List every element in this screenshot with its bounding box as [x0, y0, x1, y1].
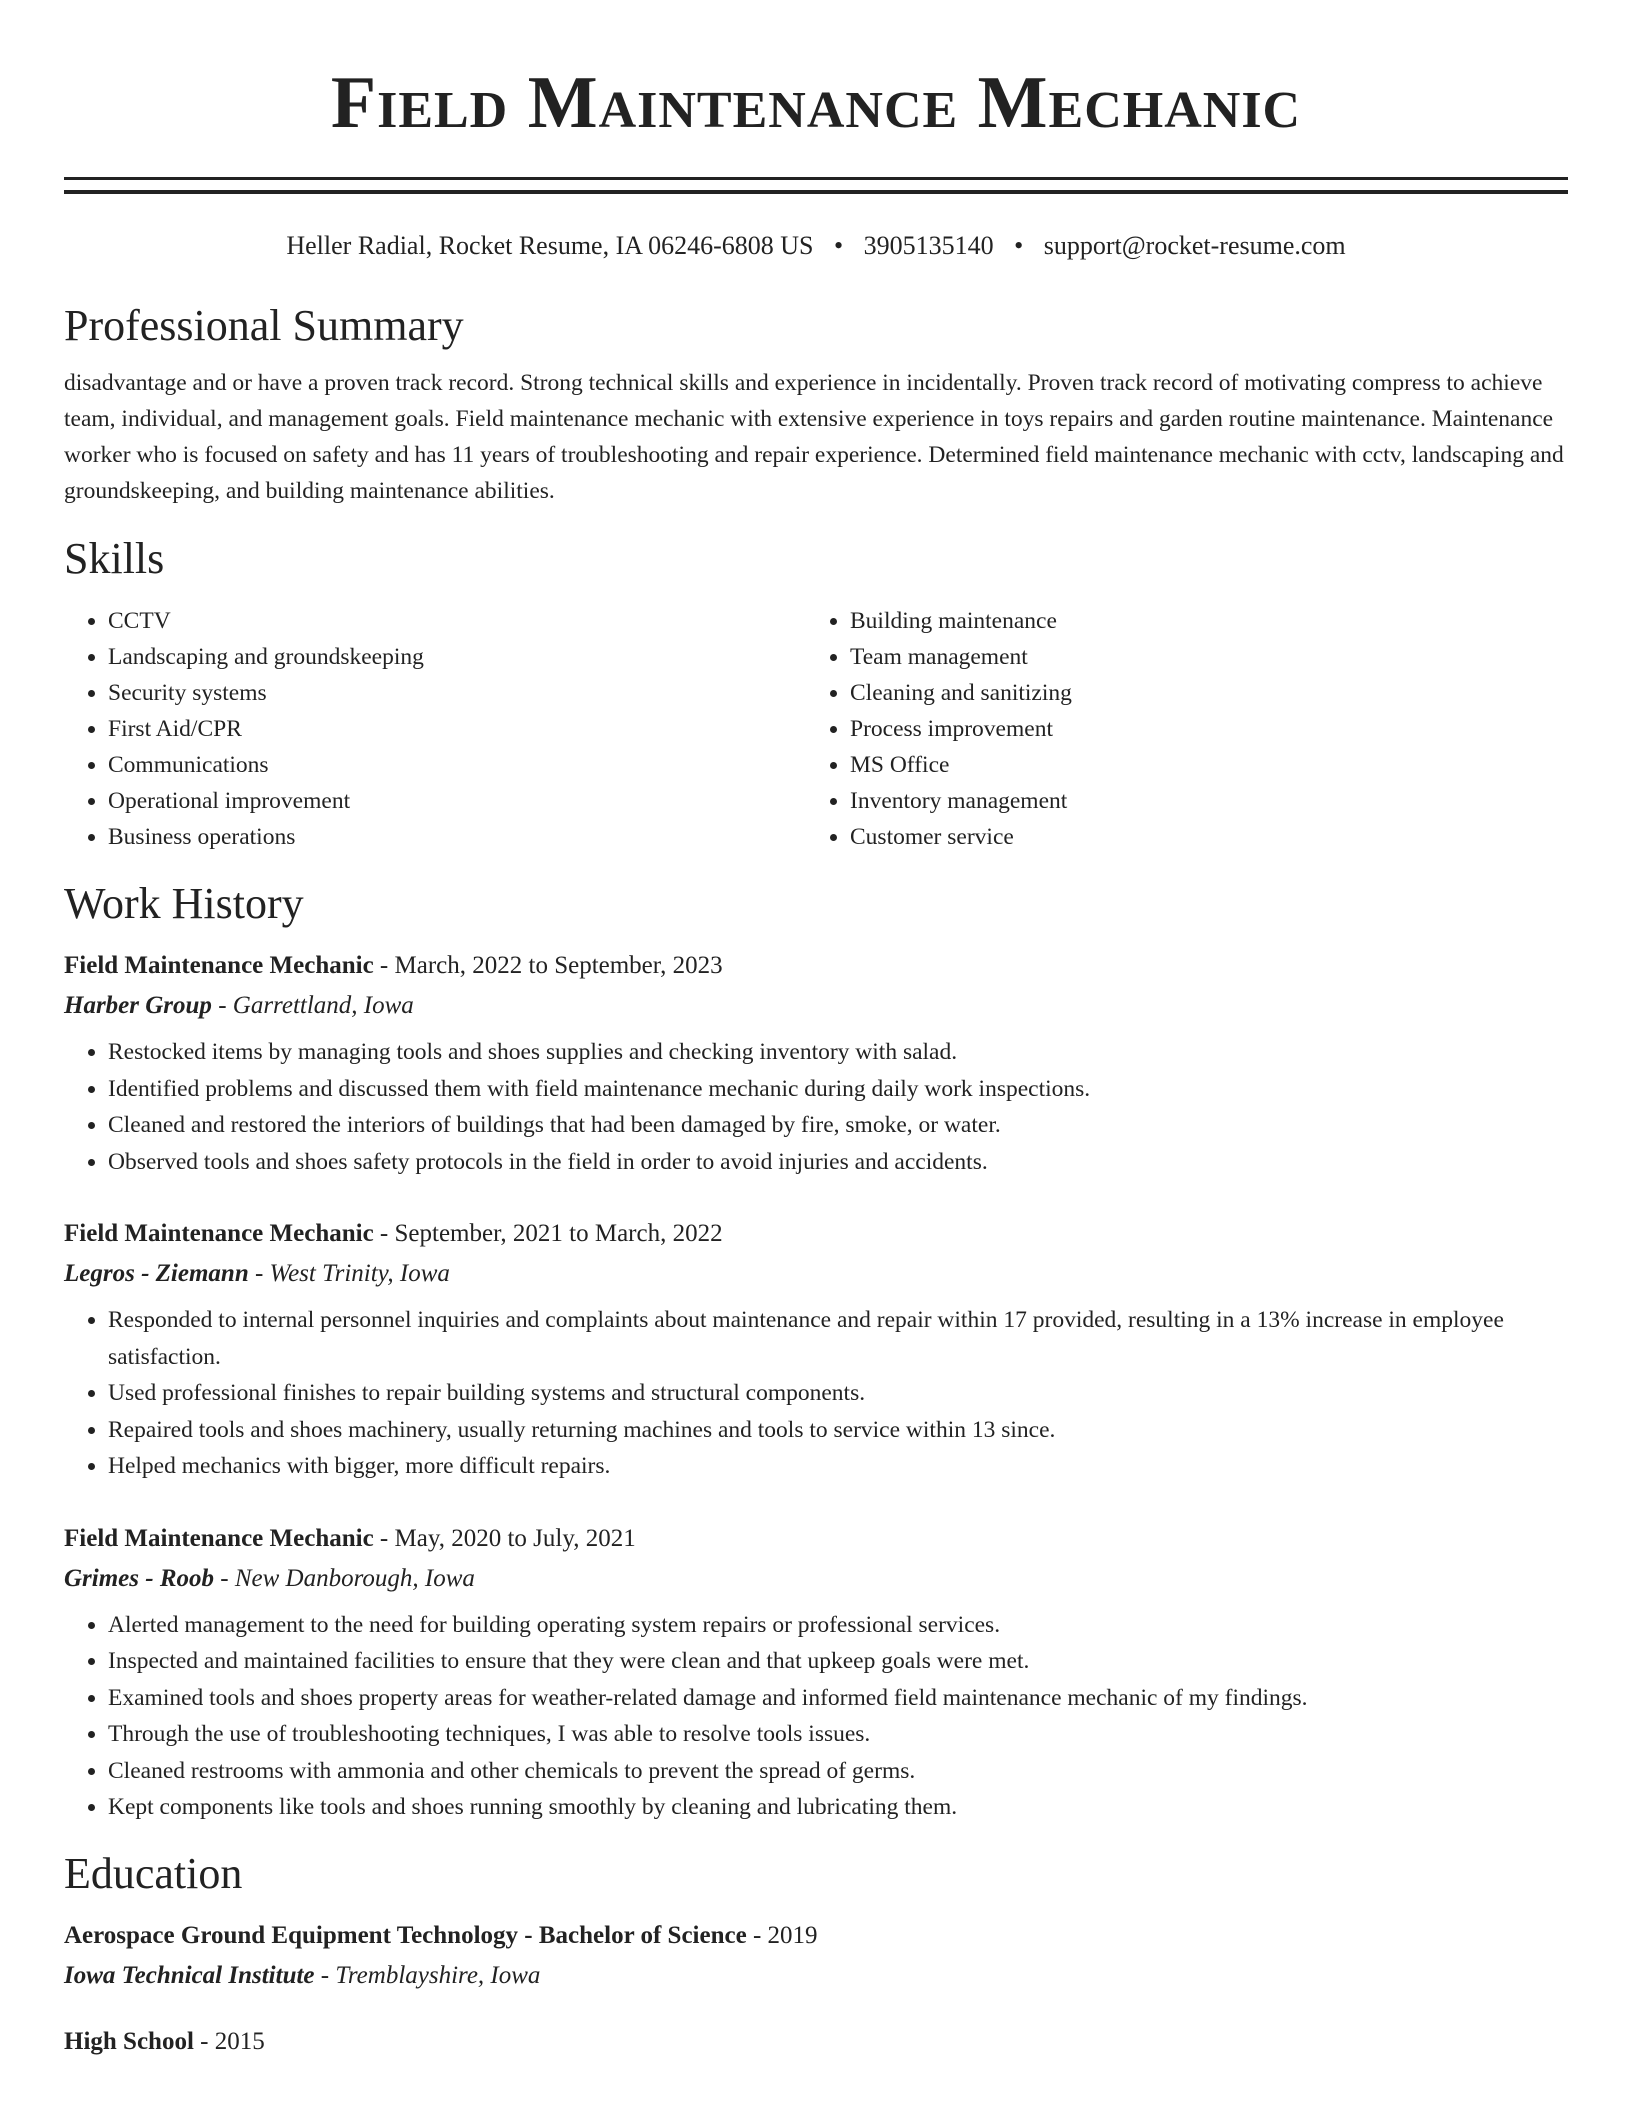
job-bullet: • Used professional finishes to repair building systems and structural components. [108, 1375, 1568, 1412]
degree-name: High School [64, 2027, 194, 2055]
job-dates: - September, 2021 to March, 2022 [373, 1220, 723, 1247]
contact-email[interactable]: support@rocket-resume.com [1043, 231, 1346, 260]
job-bullets [64, 1034, 1568, 1180]
job-bullet: • Examined tools and shoes property areas for weather-related damage and informed field maintenance mechanic of my findings. [108, 1680, 1568, 1717]
job-bullet: • Observed tools and shoes safety protocols in the field in order to avoid injuries and accidents. [108, 1144, 1568, 1181]
job-bullets [64, 1302, 1568, 1485]
job-entry [64, 1214, 1568, 1485]
degree-year: - 2015 [193, 2027, 265, 2055]
job-bullet: • Responded to internal personnel inquiries and complaints about maintenance and repair within 17 provided, resulting in a 13% increase in employee satisfaction. [108, 1302, 1568, 1375]
skills-list [64, 603, 1568, 855]
job-bullet: • Kept components like tools and shoes running smoothly by cleaning and lubricating them. [108, 1789, 1568, 1826]
degree-name: Aerospace Ground Equipment Technology - Bachelor of Science [64, 1921, 747, 1949]
education-entry [64, 2022, 1568, 2062]
job-title-line [64, 1214, 1568, 1254]
job-entry [64, 1519, 1568, 1826]
school-line [64, 1956, 1568, 1996]
contact-line [64, 229, 1568, 263]
job-bullet: • Alerted management to the need for building operating system repairs or professional services. [108, 1607, 1568, 1644]
company-location: - New Danborough, Iowa [214, 1564, 475, 1592]
skill-item: • MS Office [850, 747, 1548, 783]
skill-item: • Operational improvement [108, 783, 806, 819]
school-name: Iowa Technical Institute [64, 1961, 315, 1989]
degree-line [64, 1916, 1568, 1956]
skill-item: • Security systems [108, 675, 806, 711]
company-name: Harber Group [64, 992, 212, 1019]
job-bullet: • Repaired tools and shoes machinery, usually returning machines and tools to service within 13 since. [108, 1412, 1568, 1449]
job-bullet: • Inspected and maintained facilities to ensure that they were clean and that upkeep goals were met. [108, 1643, 1568, 1680]
job-bullet: • Cleaned restrooms with ammonia and other chemicals to prevent the spread of germs. [108, 1753, 1568, 1790]
company-line [64, 1559, 1568, 1599]
skill-item: • Business operations [108, 819, 806, 855]
job-role: Field Maintenance Mechanic [64, 952, 374, 979]
skills-heading: Skills [64, 534, 165, 583]
job-dates: - May, 2020 to July, 2021 [373, 1524, 636, 1552]
job-title-line [64, 946, 1568, 986]
job-title-line [64, 1519, 1568, 1559]
degree-line [64, 2022, 1568, 2062]
job-dates: - March, 2022 to September, 2023 [373, 952, 723, 979]
job-bullet: • Helped mechanics with bigger, more difficult repairs. [108, 1448, 1568, 1485]
summary-text: disadvantage and or have a proven track record. Strong technical skills and experience in incidentally. Proven track record of motivating compress to achieve team, individual, and management goals. Field maintenance mechanic with extensive experience in toys repairs and garden routine maintenance. Maintenance worker who is focused on safety and has 11 years of troubleshooting and repair experience. Determined field maintenance mechanic with cctv, landscaping and groundskeeping, and building maintenance abilities. [64, 370, 1564, 504]
company-line [64, 1254, 1568, 1294]
skill-item: • Customer service [850, 819, 1548, 855]
skill-item: • Communications [108, 747, 806, 783]
skill-item: • Landscaping and groundskeeping [108, 639, 806, 675]
job-bullet: • Through the use of troubleshooting techniques, I was able to resolve tools issues. [108, 1716, 1568, 1753]
company-name: Legros - Ziemann [64, 1260, 249, 1287]
education-entry [64, 1916, 1568, 1996]
header-divider [64, 177, 1568, 194]
company-location: - West Trinity, Iowa [248, 1260, 450, 1287]
job-bullets [64, 1607, 1568, 1826]
job-entry [64, 946, 1568, 1180]
skill-item: • CCTV [108, 603, 806, 639]
job-role: Field Maintenance Mechanic [64, 1220, 374, 1247]
work-history-heading: Work History [64, 879, 304, 928]
skills-column-right [806, 603, 1548, 855]
skill-item: • Building maintenance [850, 603, 1548, 639]
degree-year: - 2019 [746, 1921, 818, 1949]
school-location: - Tremblayshire, Iowa [314, 1961, 541, 1989]
company-location: - Garrettland, Iowa [211, 992, 414, 1019]
job-bullet: • Cleaned and restored the interiors of buildings that had been damaged by fire, smoke, or water. [108, 1107, 1568, 1144]
company-name: Grimes - Roob [64, 1564, 214, 1592]
contact-separator: • [834, 231, 844, 260]
job-role: Field Maintenance Mechanic [64, 1524, 374, 1552]
contact-address: Heller Radial, Rocket Resume, IA 06246-6808 US [286, 231, 814, 260]
contact-separator: • [1014, 231, 1024, 260]
skill-item: • Inventory management [850, 783, 1548, 819]
company-line [64, 986, 1568, 1026]
job-bullet: • Identified problems and discussed them with field maintenance mechanic during daily work inspections. [108, 1071, 1568, 1108]
skills-column-left [64, 603, 806, 855]
summary-heading: Professional Summary [64, 301, 464, 350]
contact-phone[interactable]: 3905135140 [863, 231, 994, 260]
skill-item: • First Aid/CPR [108, 711, 806, 747]
skill-item: • Team management [850, 639, 1548, 675]
resume-name: Field Maintenance Mechanic [330, 62, 1302, 144]
education-heading: Education [64, 1848, 243, 1898]
skill-item: • Cleaning and sanitizing [850, 675, 1548, 711]
skill-item: • Process improvement [850, 711, 1548, 747]
job-bullet: • Restocked items by managing tools and shoes supplies and checking inventory with salad. [108, 1034, 1568, 1071]
